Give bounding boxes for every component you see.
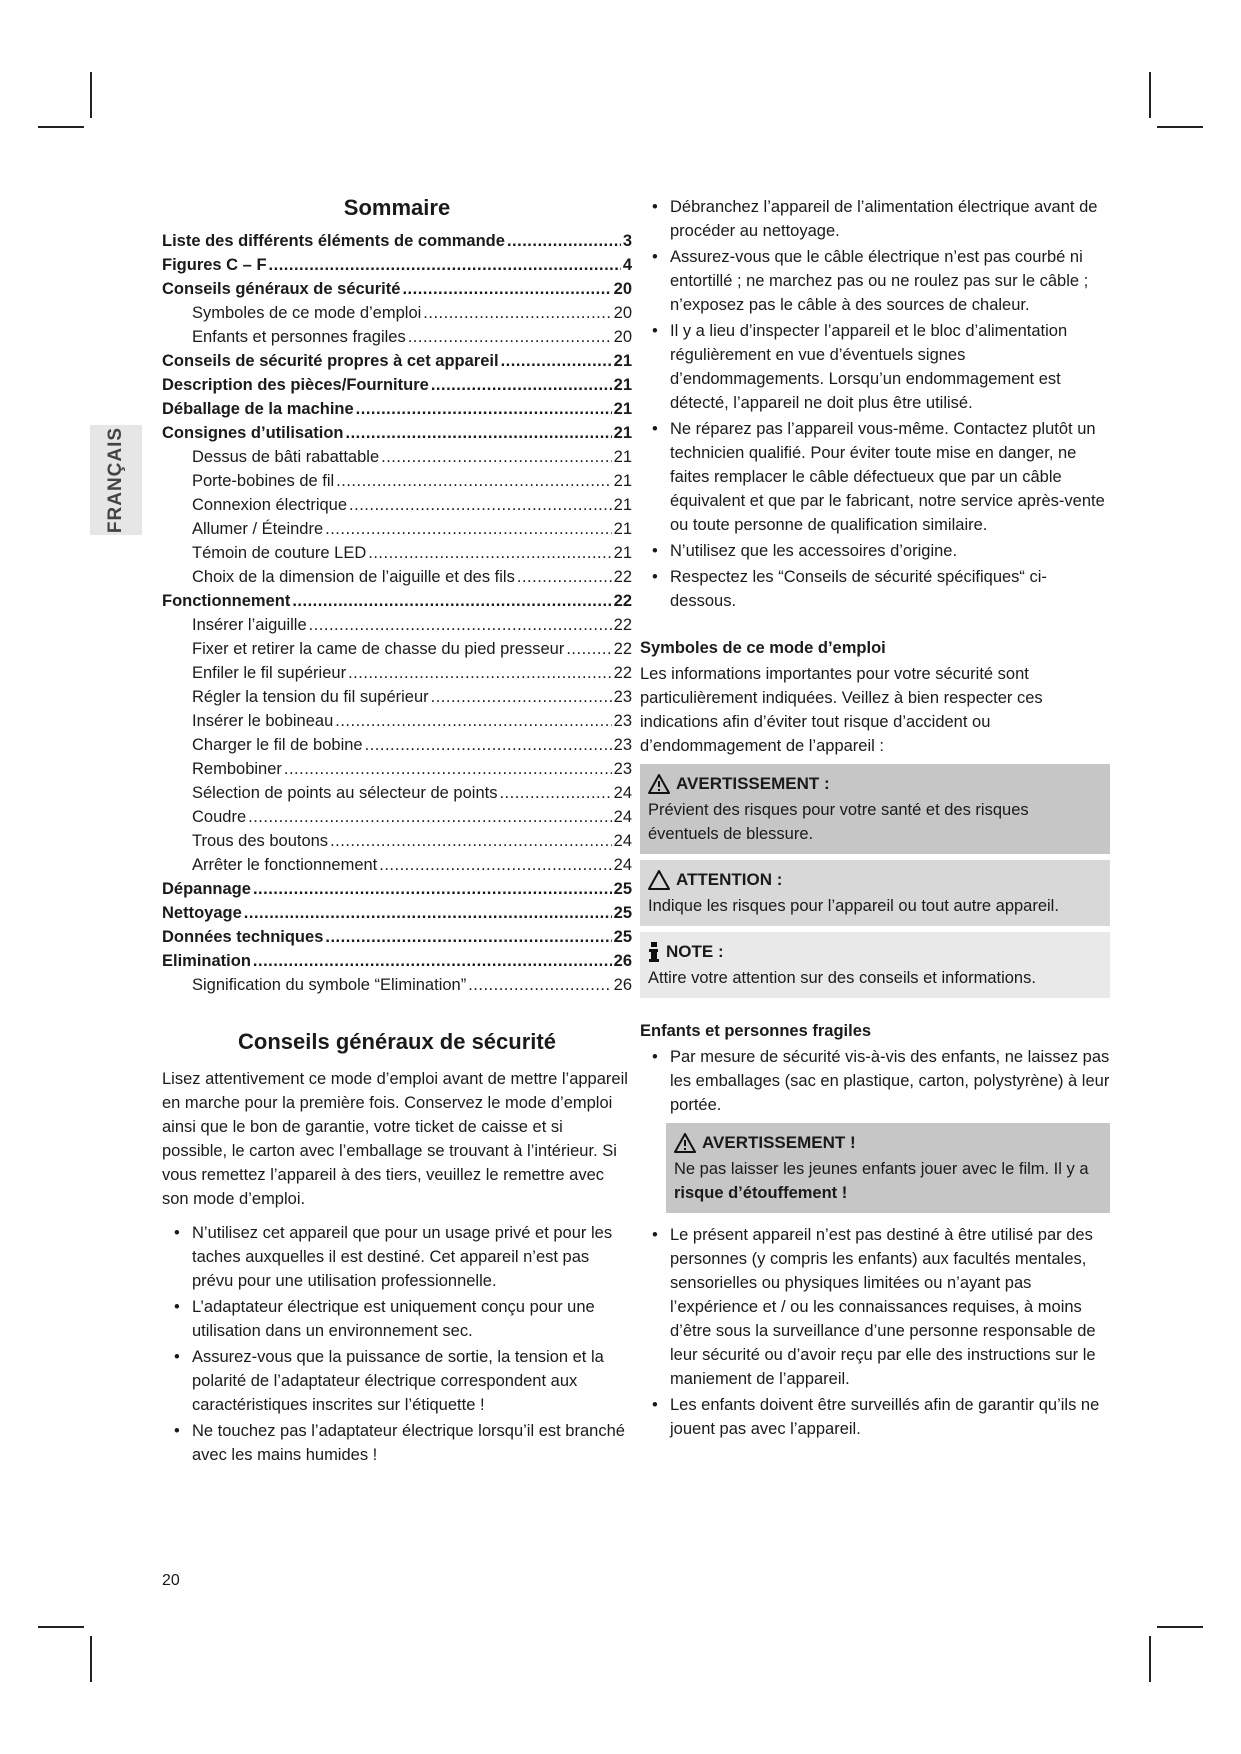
toc-entry — [162, 301, 632, 325]
toc-entry — [162, 325, 632, 349]
toc-entry-page: 22 — [613, 568, 632, 586]
page-number: 20 — [162, 1572, 180, 1589]
toc-entry-title: Insérer l’aiguille — [192, 616, 307, 634]
toc-leader-dots — [269, 253, 621, 277]
toc-entry — [162, 973, 632, 997]
toc-entry-title: Dessus de bâti rabattable — [192, 448, 380, 466]
symbols-intro: Les informations importantes pour votre sécurité sont particulièrement indiquées. Veillez à bien respecter ces indications afin d’éviter tout risque d’accident ou d’endommagement de l’appareil : — [640, 665, 1043, 755]
symbols-title: Symboles de ce mode d’emploi — [640, 639, 886, 657]
toc-entry-title: Rembobiner — [192, 760, 282, 778]
toc-entry-title: Arrêter le fonctionnement — [192, 856, 378, 874]
toc-entry-title: Sélection de points au sélecteur de points — [192, 784, 498, 802]
toc-entry-title: Liste des différents éléments de commande — [162, 232, 505, 250]
toc-leader-dots — [379, 853, 611, 877]
toc-entry-page: 20 — [613, 304, 632, 322]
toc-leader-dots — [325, 517, 612, 541]
toc-entry — [162, 661, 632, 685]
warning-triangle-icon — [648, 774, 670, 794]
toc-entry-page: 21 — [613, 352, 632, 370]
children-title: Enfants et personnes fragiles — [640, 1022, 872, 1040]
toc-entry-title: Trous des boutons — [192, 832, 329, 850]
toc-entry-page: 21 — [613, 520, 632, 538]
crop-mark-tl-h — [38, 126, 84, 128]
toc-entry-title: Déballage de la machine — [162, 400, 354, 418]
toc-entry-page: 26 — [613, 976, 632, 994]
info-icon — [648, 942, 660, 962]
toc-entry-page: 25 — [613, 904, 632, 922]
toc-leader-dots — [330, 829, 612, 853]
toc-entry — [162, 373, 632, 397]
toc-leader-dots — [468, 973, 611, 997]
list-item: • Respectez les “Conseils de sécurité spécifiques“ ci-dessous. — [640, 565, 1110, 613]
toc-leader-dots — [423, 301, 611, 325]
toc-leader-dots — [381, 445, 612, 469]
note-title: NOTE : — [666, 942, 724, 961]
toc-entry-title: Données techniques — [162, 928, 324, 946]
toc-entry — [162, 685, 632, 709]
language-tab — [90, 425, 142, 535]
list-item: • Le présent appareil n’est pas destiné à être utilisé par des personnes (y compris les enfants) aux facultés mentales, sensorielles ou physiques limitées ou n’ayant pas l’expérience et / ou les connaissances requises, à moins d’être sous la surveillance d’une personne responsable de leur sécurité ou d’avoir reçu par elle des instructions sur le maniement de l’appareil. — [640, 1223, 1110, 1391]
toc-leader-dots — [408, 325, 612, 349]
children-warning-title: AVERTISSEMENT ! — [702, 1133, 856, 1152]
toc-entry-title: Connexion électrique — [192, 496, 348, 514]
toc-leader-dots — [517, 565, 612, 589]
toc-entry-title: Fixer et retirer la came de chasse du pied presseur — [192, 640, 565, 658]
crop-mark-bl-h — [38, 1626, 84, 1628]
general-safety-intro: Lisez attentivement ce mode d’emploi avant de mettre l’appareil en marche pour la première fois. Conservez le mode d’emploi ainsi que le bon de garantie, votre ticket de caisse et si possible, le carton avec l’emballage se trouvant à l’intérieur. Si vous remettez l’appareil à des tiers, veuillez le remettre avec son mode d’emploi. — [162, 1070, 628, 1208]
toc-entry-page: 23 — [613, 712, 632, 730]
toc-leader-dots — [368, 541, 611, 565]
toc-leader-dots — [253, 877, 612, 901]
toc-leader-dots — [248, 805, 612, 829]
toc-entry-page: 20 — [613, 280, 632, 298]
toc-leader-dots — [566, 637, 611, 661]
toc-leader-dots — [348, 661, 612, 685]
children-list-1 — [640, 1045, 1110, 1117]
toc-entry-page: 22 — [613, 592, 632, 610]
toc-entry — [162, 517, 632, 541]
toc-entry — [162, 781, 632, 805]
toc-entry — [162, 445, 632, 469]
toc-entry-title: Porte-bobines de fil — [192, 472, 335, 490]
toc-entry-title: Enfants et personnes fragiles — [192, 328, 406, 346]
list-item: • N’utilisez cet appareil que pour un usage privé et pour les taches auxquelles il est destiné. Cet appareil n’est pas prévu pour une utilisation professionnelle. — [162, 1221, 632, 1293]
toc-entry-title: Description des pièces/Fourniture — [162, 376, 429, 394]
toc-leader-dots — [431, 373, 612, 397]
toc-entry-page: 25 — [613, 928, 632, 946]
toc-entry — [162, 421, 632, 445]
toc-leader-dots — [284, 757, 612, 781]
toc-leader-dots — [292, 589, 611, 613]
toc-entry-page: 4 — [622, 256, 632, 274]
general-safety-list — [162, 1221, 632, 1467]
attention-box — [640, 860, 1110, 926]
language-tab-label: FRANÇAIS — [105, 426, 126, 534]
toc-title: Sommaire — [343, 195, 451, 220]
list-item: • Par mesure de sécurité vis-à-vis des enfants, ne laissez pas les emballages (sac en plastique, carton, polystyrène) à leur portée. — [640, 1045, 1110, 1117]
children-warning-text: Ne pas laisser les jeunes enfants jouer avec le film. Il y a — [674, 1160, 1089, 1178]
toc-entry-page: 26 — [613, 952, 632, 970]
toc-entry — [162, 613, 632, 637]
list-item: • Les enfants doivent être surveillés afin de garantir qu’ils ne jouent pas avec l’appareil. — [640, 1393, 1110, 1441]
toc-entry-title: Figures C – F — [162, 256, 267, 274]
toc-entry-page: 21 — [613, 424, 632, 442]
toc-entry — [162, 949, 632, 973]
toc-entry-title: Charger le fil de bobine — [192, 736, 363, 754]
toc-entry-page: 21 — [613, 448, 632, 466]
toc-entry-page: 22 — [613, 664, 632, 682]
toc-leader-dots — [309, 613, 612, 637]
toc-leader-dots — [349, 493, 612, 517]
toc-entry-title: Elimination — [162, 952, 251, 970]
crop-mark-bl-v — [90, 1636, 92, 1682]
toc-entry — [162, 229, 632, 253]
toc-leader-dots — [253, 949, 612, 973]
toc-entry — [162, 493, 632, 517]
left-column — [162, 195, 632, 1469]
list-item: • Ne réparez pas l’appareil vous-même. Contactez plutôt un technicien qualifié. Pour éviter toute mise en danger, ne faites remplacer le câble défectueux que par un câble équivalent et que par le fabricant, notre service après-vente ou toute personne de qualification similaire. — [640, 417, 1110, 537]
toc-entry-title: Dépannage — [162, 880, 251, 898]
attention-triangle-icon — [648, 870, 670, 890]
toc-leader-dots — [244, 901, 612, 925]
toc-entry — [162, 541, 632, 565]
toc-entry-title: Insérer le bobineau — [192, 712, 334, 730]
toc-entry-title: Symboles de ce mode d’emploi — [192, 304, 422, 322]
toc-leader-dots — [325, 925, 611, 949]
attention-text: Indique les risques pour l’appareil ou tout autre appareil. — [648, 897, 1059, 915]
toc-entry — [162, 637, 632, 661]
toc-leader-dots — [365, 733, 612, 757]
toc-entry — [162, 469, 632, 493]
toc-entry-title: Choix de la dimension de l’aiguille et des fils — [192, 568, 515, 586]
toc-entry-title: Signification du symbole “Elimination” — [192, 976, 467, 994]
safety-continued-list — [640, 195, 1110, 613]
children-list-2 — [640, 1223, 1110, 1441]
toc-entry-title: Conseils généraux de sécurité — [162, 280, 401, 298]
toc-leader-dots — [335, 709, 611, 733]
toc-entry-title: Consignes d’utilisation — [162, 424, 344, 442]
list-item: • Assurez-vous que la puissance de sortie, la tension et la polarité de l’adaptateur électrique correspondent aux caractéristiques inscrites sur l’étiquette ! — [162, 1345, 632, 1417]
list-item: • Assurez-vous que le câble électrique n’est pas courbé ni entortillé ; ne marchez pas ou ne roulez pas sur le câble ; n’exposez pas le câble à des sources de chaleur. — [640, 245, 1110, 317]
toc-entry-page: 24 — [613, 808, 632, 826]
toc-entry-page: 3 — [622, 232, 632, 250]
list-item: • N’utilisez que les accessoires d’origine. — [640, 539, 1110, 563]
toc-entry-page: 22 — [613, 640, 632, 658]
toc-entry — [162, 829, 632, 853]
toc-entry — [162, 733, 632, 757]
toc-entry-page: 21 — [613, 376, 632, 394]
toc-entry-page: 24 — [613, 832, 632, 850]
toc-entry-title: Conseils de sécurité propres à cet appareil — [162, 352, 499, 370]
toc-entry — [162, 877, 632, 901]
toc-leader-dots — [336, 469, 611, 493]
list-item: • L’adaptateur électrique est uniquement conçu pour une utilisation dans un environnement sec. — [162, 1295, 632, 1343]
toc-leader-dots — [431, 685, 612, 709]
toc-entry-page: 21 — [613, 544, 632, 562]
toc-entry-page: 22 — [613, 616, 632, 634]
toc-entry — [162, 397, 632, 421]
toc-entry-title: Régler la tension du fil supérieur — [192, 688, 429, 706]
toc-entry-page: 23 — [613, 688, 632, 706]
toc-entry-title: Coudre — [192, 808, 247, 826]
toc-entry-title: Enfiler le fil supérieur — [192, 664, 347, 682]
toc-entry-page: 23 — [613, 736, 632, 754]
toc-leader-dots — [499, 781, 611, 805]
toc-entry-page: 21 — [613, 400, 632, 418]
list-item: • Débranchez l’appareil de l’alimentation électrique avant de procéder au nettoyage. — [640, 195, 1110, 243]
children-warning-box — [666, 1123, 1110, 1213]
toc-entry — [162, 253, 632, 277]
toc-entry-page: 21 — [613, 496, 632, 514]
toc-entry — [162, 757, 632, 781]
note-box — [640, 932, 1110, 998]
crop-mark-br-h — [1157, 1626, 1203, 1628]
note-text: Attire votre attention sur des conseils et informations. — [648, 969, 1036, 987]
crop-mark-tr-h — [1157, 126, 1203, 128]
toc-entry — [162, 589, 632, 613]
toc-leader-dots — [507, 229, 621, 253]
attention-title: ATTENTION : — [676, 870, 783, 889]
toc-leader-dots — [402, 277, 611, 301]
toc-list — [162, 229, 632, 997]
toc-entry-page: 25 — [613, 880, 632, 898]
toc-entry — [162, 277, 632, 301]
toc-entry — [162, 805, 632, 829]
warning-triangle-icon — [674, 1133, 696, 1153]
toc-entry-page: 20 — [613, 328, 632, 346]
toc-entry — [162, 709, 632, 733]
list-item: • Il y a lieu d’inspecter l’appareil et le bloc d’alimentation régulièrement en vue d’éventuels signes d’endommagements. Lorsqu’un endommagement est détecté, l’appareil ne doit plus être utilisé. — [640, 319, 1110, 415]
general-safety-title: Conseils généraux de sécurité — [238, 1029, 556, 1054]
list-item: • Ne touchez pas l’adaptateur électrique lorsqu’il est branché avec les mains humides ! — [162, 1419, 632, 1467]
toc-entry-title: Témoin de couture LED — [192, 544, 367, 562]
toc-entry-title: Nettoyage — [162, 904, 242, 922]
toc-entry-page: 21 — [613, 472, 632, 490]
toc-entry — [162, 853, 632, 877]
toc-entry-page: 23 — [613, 760, 632, 778]
warning-title: AVERTISSEMENT : — [676, 774, 830, 793]
toc-entry — [162, 565, 632, 589]
toc-entry-title: Fonctionnement — [162, 592, 291, 610]
toc-entry — [162, 925, 632, 949]
toc-entry — [162, 349, 632, 373]
warning-text: Prévient des risques pour votre santé et des risques éventuels de blessure. — [648, 801, 1029, 843]
children-warning-bold: risque d’étouffement ! — [674, 1184, 848, 1202]
toc-entry-page: 24 — [613, 784, 632, 802]
crop-mark-tl-v — [90, 72, 92, 118]
toc-leader-dots — [346, 421, 612, 445]
toc-entry-page: 24 — [613, 856, 632, 874]
toc-entry-title: Allumer / Éteindre — [192, 520, 324, 538]
toc-leader-dots — [501, 349, 612, 373]
crop-mark-br-v — [1149, 1636, 1151, 1682]
toc-leader-dots — [356, 397, 612, 421]
right-column — [640, 195, 1110, 1443]
warning-box — [640, 764, 1110, 854]
toc-entry — [162, 901, 632, 925]
crop-mark-tr-v — [1149, 72, 1151, 118]
